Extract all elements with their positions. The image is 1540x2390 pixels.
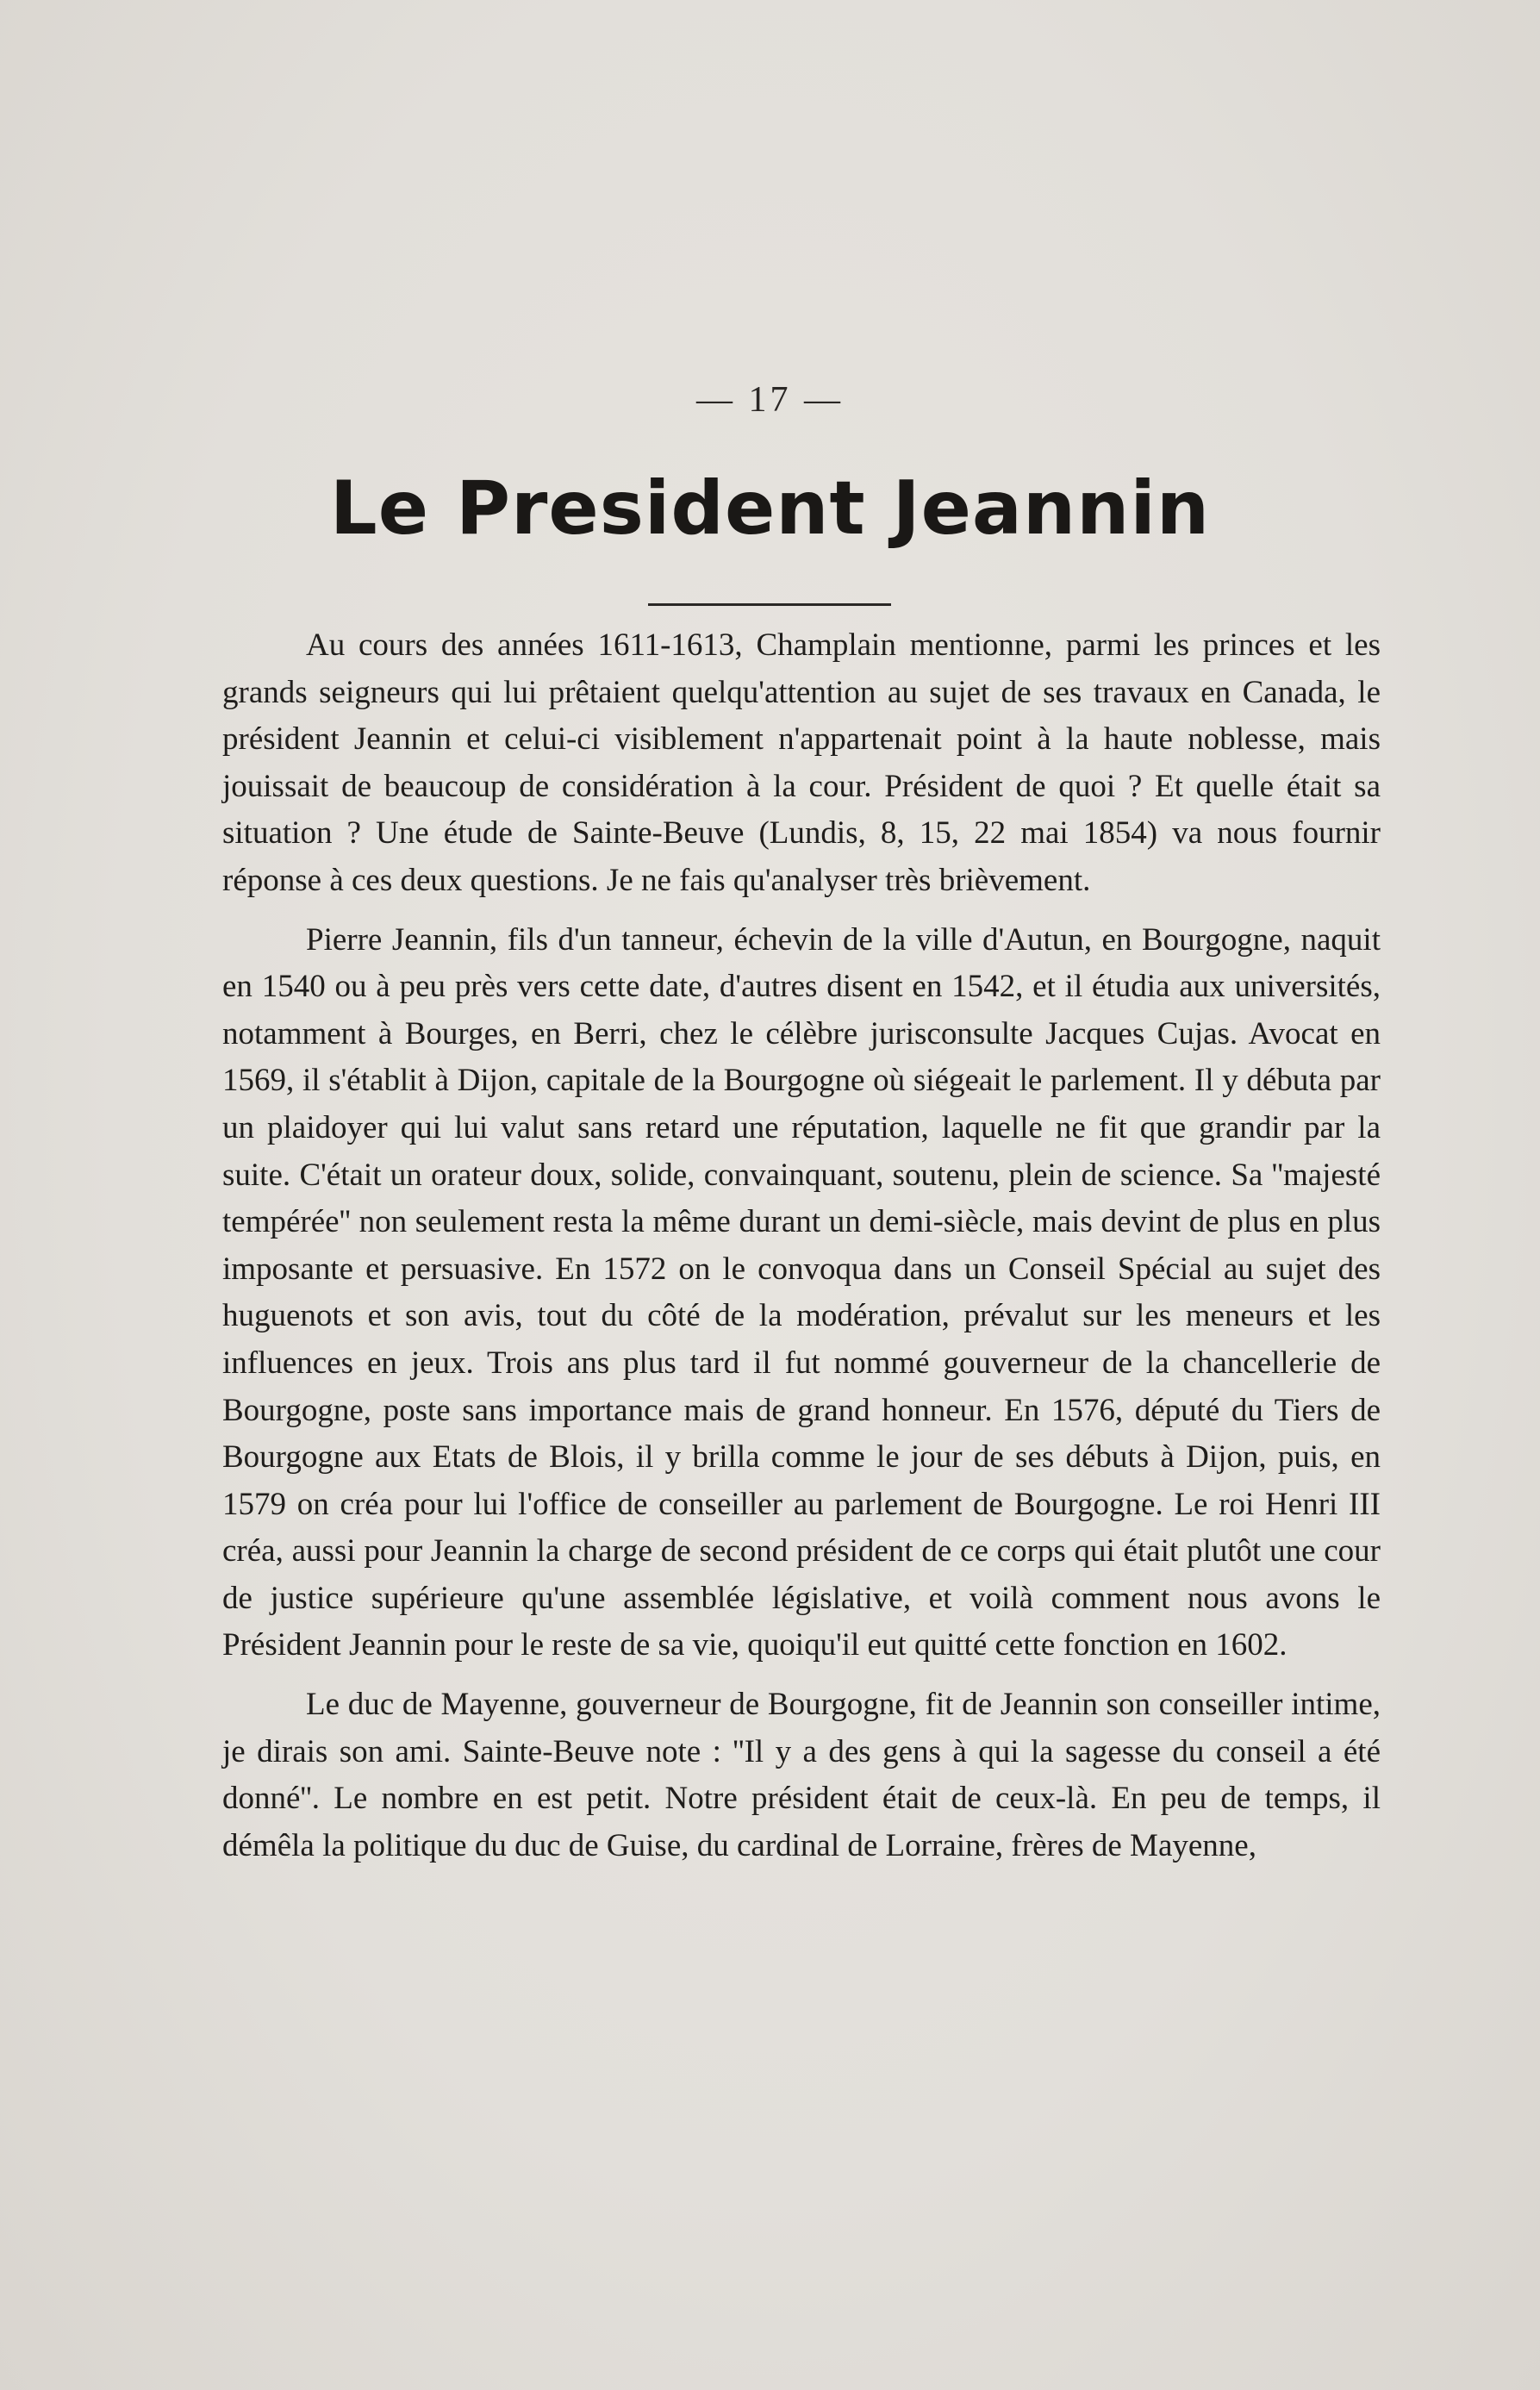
paragraph-2: Pierre Jeannin, fils d'un tanneur, échevin de la ville d'Autun, en Bourgogne, naquit en 1540 ou à peu près vers cette date, d'autres disent en 1542, et il étudia aux universités, notamment à Bourges, en Berri, chez le célèbre jurisconsulte Jacques Cujas. Avocat en 1569, il s'établit à Dijon, capitale de la Bourgogne où siégeait le parlement. Il y débuta par un plaidoyer qui lui valut sans retard une réputation, laquelle ne fit que grandir par la suite. C'était un orateur doux, solide, convainquant, soutenu, plein de science. Sa ''majesté tempérée'' non seulement resta la même durant un demi-siècle, mais devint de plus en plus imposante et persuasive. En 1572 on le convoqua dans un Conseil Spécial au sujet des huguenots et son avis, tout du côté de la modération, prévalut sur les meneurs et les influences en jeux. Trois ans plus tard il fut nommé gouverneur de la chancellerie de Bourgogne, poste sans importance mais de grand honneur. En 1576, député du Tiers de Bourgogne aux Etats de Blois, il y brilla comme le jour de ses débuts à Dijon, puis, en 1579 on créa pour lui l'office de conseiller au parlement de Bourgogne. Le roi Henri III créa, aussi pour Jeannin la charge de second président de ce corps qui était plutôt une cour de justice supérieure qu'une assemblée législative, et voilà comment nous avons le Président Jeannin pour le reste de sa vie, quoiqu'il eut quitté cette fonction en 1602. [222,921,1381,1663]
page-number: — 17 — [696,380,844,420]
page-title: Le President Jeannin [329,465,1211,552]
paragraph-3: Le duc de Mayenne, gouverneur de Bourgogne, fit de Jeannin son conseiller intime, je dirais son ami. Sainte-Beuve note : ''Il y a des gens à qui la sagesse du conseil a été donné''. Le nombre en est petit. Notre président était de ceux-là. En peu de temps, il démêla la politique du duc de Guise, du cardinal de Lorraine, frères de Mayenne, [222,1687,1381,1863]
title-underline [648,603,891,606]
body-text [222,622,1381,1869]
paragraph-1: Au cours des années 1611-1613, Champlain mentionne, parmi les princes et les grands seigneurs qui lui prêtaient quelqu'attention au sujet de ses travaux en Canada, le président Jeannin et celui-ci visiblement n'appartenait point à la haute noblesse, mais jouissait de beaucoup de considération à la cour. Président de quoi ? Et quelle était sa situation ? Une étude de Sainte-Beuve (Lundis, 8, 15, 22 mai 1854) va nous fournir réponse à ces deux questions. Je ne fais qu'analyser très brièvement. [222,627,1381,898]
